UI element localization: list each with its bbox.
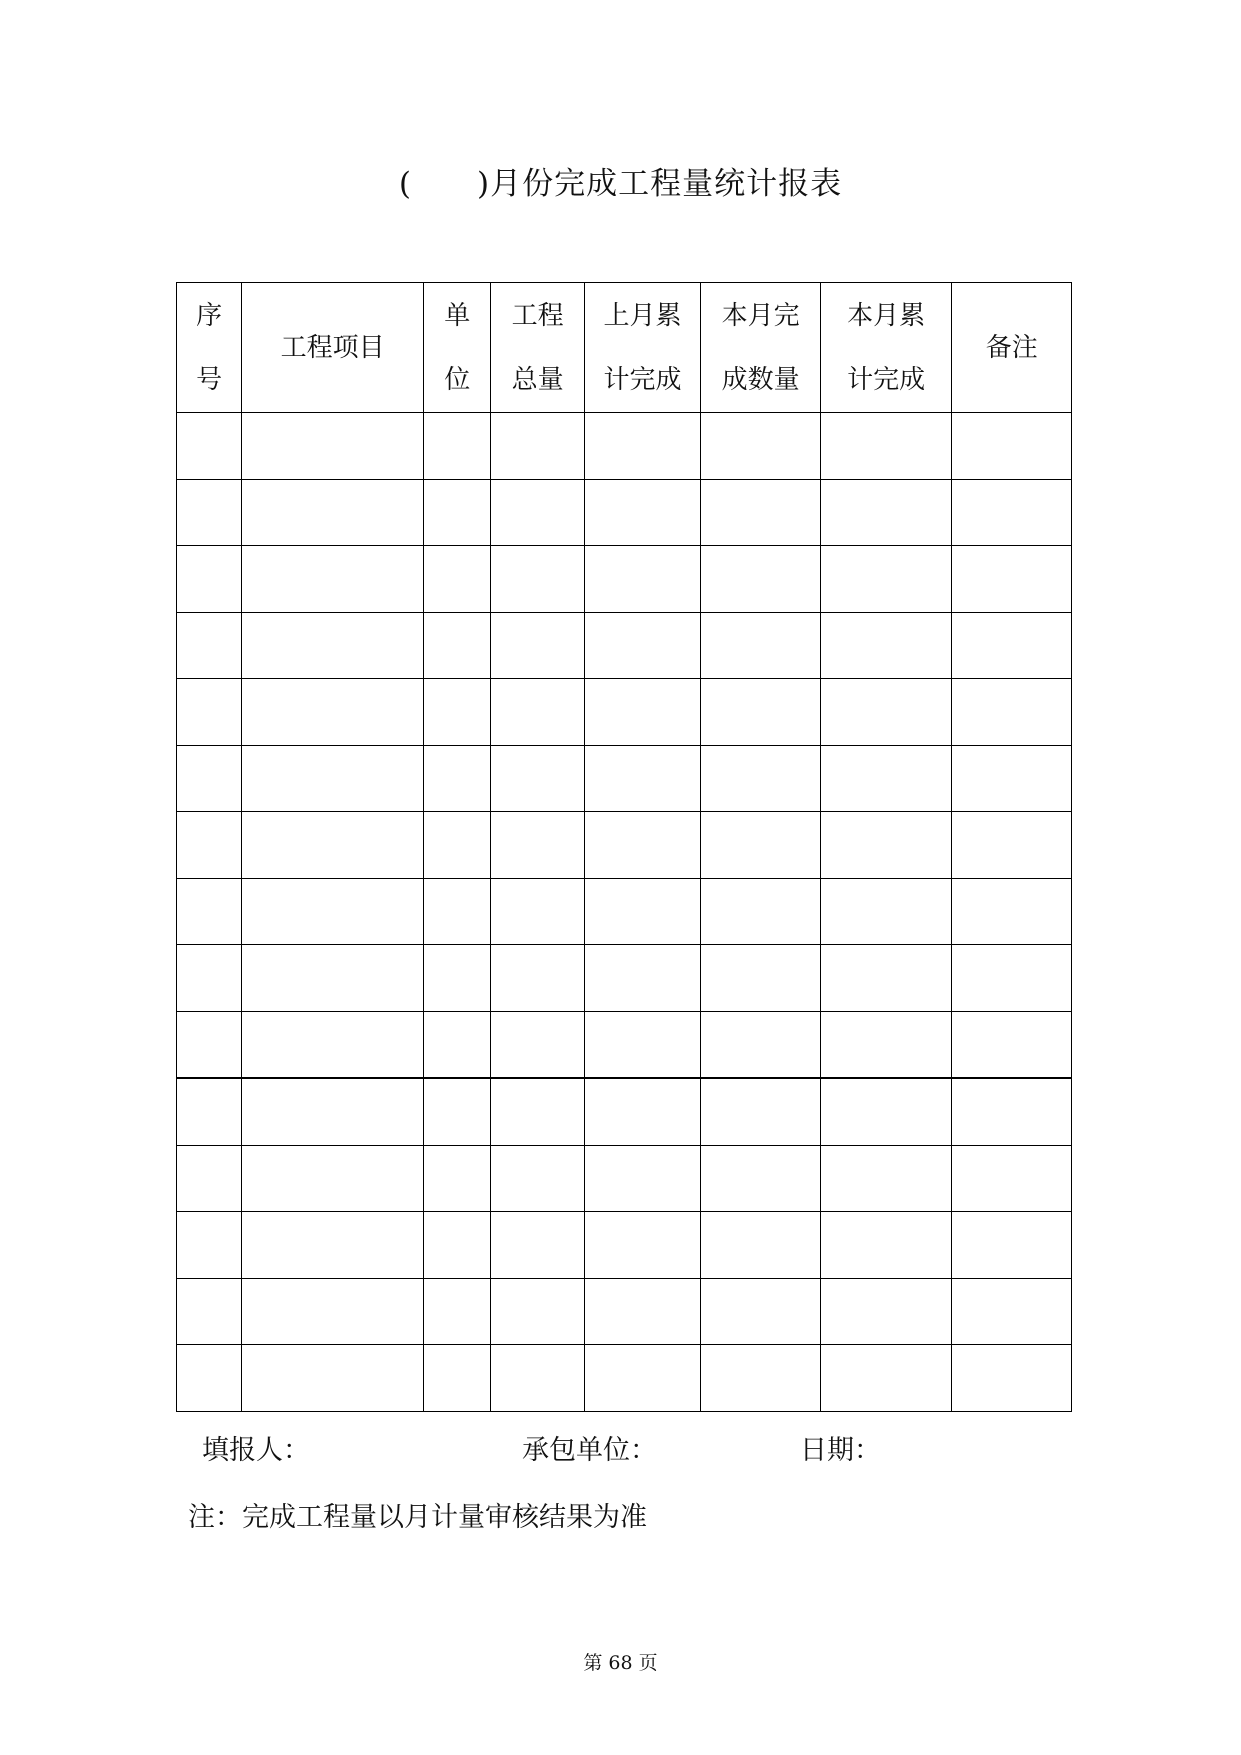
cell-serial-number (177, 745, 242, 812)
cell-previous-cumulative (584, 479, 701, 546)
cell-this-month-quantity (701, 479, 821, 546)
page-number: 第 68 页 (583, 1652, 658, 1674)
table-row (177, 1011, 1072, 1078)
header-project-item: 工程项目 (242, 283, 424, 413)
table-row (177, 546, 1072, 613)
table-body (177, 413, 1072, 1412)
cell-previous-cumulative (584, 945, 701, 1012)
table-row (177, 679, 1072, 746)
cell-total-quantity (491, 679, 584, 746)
cell-unit (424, 546, 491, 613)
cell-project-item (242, 1145, 424, 1212)
cell-serial-number (177, 945, 242, 1012)
header-remarks: 备注 (952, 283, 1072, 413)
cell-remarks (952, 878, 1072, 945)
cell-project-item (242, 1011, 424, 1078)
table-row (177, 1278, 1072, 1345)
cell-total-quantity (491, 479, 584, 546)
cell-total-quantity (491, 878, 584, 945)
cell-remarks (952, 1011, 1072, 1078)
cell-unit (424, 878, 491, 945)
cell-previous-cumulative (584, 612, 701, 679)
cell-unit (424, 945, 491, 1012)
table-row (177, 812, 1072, 879)
cell-serial-number (177, 1345, 242, 1412)
table-row (177, 479, 1072, 546)
cell-unit (424, 612, 491, 679)
header-this-month-quantity: 本月完 成数量 (701, 283, 821, 413)
reporter-label: 填报人： (202, 1435, 310, 1466)
cell-project-item (242, 1212, 424, 1279)
cell-this-month-cumulative (820, 479, 952, 546)
header-serial-number: 序 号 (177, 283, 242, 413)
cell-this-month-cumulative (820, 812, 952, 879)
table-row (177, 1145, 1072, 1212)
cell-this-month-quantity (701, 1011, 821, 1078)
cell-remarks (952, 1078, 1072, 1145)
cell-remarks (952, 1278, 1072, 1345)
cell-previous-cumulative (584, 1345, 701, 1412)
cell-previous-cumulative (584, 812, 701, 879)
cell-this-month-quantity (701, 1345, 821, 1412)
cell-total-quantity (491, 413, 584, 480)
form-title: ( )月份完成工程量统计报表 (398, 166, 843, 202)
table-row (177, 878, 1072, 945)
cell-total-quantity (491, 945, 584, 1012)
cell-this-month-quantity (701, 413, 821, 480)
header-previous-cumulative: 上月累 计完成 (584, 283, 701, 413)
cell-serial-number (177, 679, 242, 746)
cell-this-month-cumulative (820, 679, 952, 746)
contractor-label: 承包单位： (522, 1435, 657, 1466)
cell-serial-number (177, 1212, 242, 1279)
cell-previous-cumulative (584, 1278, 701, 1345)
cell-total-quantity (491, 1212, 584, 1279)
cell-this-month-cumulative (820, 546, 952, 613)
table-row (177, 945, 1072, 1012)
cell-total-quantity (491, 812, 584, 879)
table-header-row (177, 283, 1072, 413)
cell-this-month-cumulative (820, 413, 952, 480)
cell-this-month-cumulative (820, 945, 952, 1012)
cell-remarks (952, 679, 1072, 746)
cell-this-month-cumulative (820, 1345, 952, 1412)
cell-unit (424, 745, 491, 812)
cell-remarks (952, 1345, 1072, 1412)
cell-this-month-quantity (701, 1078, 821, 1145)
cell-this-month-quantity (701, 546, 821, 613)
cell-serial-number (177, 1145, 242, 1212)
cell-remarks (952, 1212, 1072, 1279)
cell-this-month-quantity (701, 612, 821, 679)
cell-project-item (242, 1278, 424, 1345)
cell-remarks (952, 812, 1072, 879)
cell-remarks (952, 945, 1072, 1012)
cell-remarks (952, 546, 1072, 613)
cell-previous-cumulative (584, 679, 701, 746)
cell-this-month-quantity (701, 1212, 821, 1279)
table-row (177, 612, 1072, 679)
cell-project-item (242, 479, 424, 546)
cell-total-quantity (491, 1145, 584, 1212)
cell-serial-number (177, 479, 242, 546)
cell-unit (424, 1078, 491, 1145)
cell-project-item (242, 878, 424, 945)
cell-this-month-cumulative (820, 878, 952, 945)
cell-this-month-cumulative (820, 1011, 952, 1078)
cell-previous-cumulative (584, 546, 701, 613)
cell-this-month-cumulative (820, 1278, 952, 1345)
cell-total-quantity (491, 1278, 584, 1345)
cell-remarks (952, 1145, 1072, 1212)
cell-this-month-cumulative (820, 1078, 952, 1145)
cell-remarks (952, 413, 1072, 480)
cell-serial-number (177, 878, 242, 945)
cell-previous-cumulative (584, 1011, 701, 1078)
cell-this-month-quantity (701, 812, 821, 879)
cell-this-month-cumulative (820, 1212, 952, 1279)
cell-unit (424, 679, 491, 746)
table-row (177, 1212, 1072, 1279)
cell-this-month-quantity (701, 1145, 821, 1212)
cell-serial-number (177, 1011, 242, 1078)
cell-total-quantity (491, 1078, 584, 1145)
cell-previous-cumulative (584, 878, 701, 945)
footnote: 注：完成工程量以月计量审核结果为准 (188, 1502, 647, 1533)
cell-project-item (242, 1078, 424, 1145)
cell-this-month-quantity (701, 945, 821, 1012)
cell-remarks (952, 612, 1072, 679)
cell-project-item (242, 945, 424, 1012)
cell-project-item (242, 612, 424, 679)
header-this-month-cumulative: 本月累 计完成 (820, 283, 952, 413)
cell-total-quantity (491, 546, 584, 613)
cell-project-item (242, 1345, 424, 1412)
cell-this-month-cumulative (820, 745, 952, 812)
cell-total-quantity (491, 1011, 584, 1078)
cell-unit (424, 812, 491, 879)
cell-serial-number (177, 1078, 242, 1145)
cell-project-item (242, 679, 424, 746)
cell-serial-number (177, 612, 242, 679)
cell-previous-cumulative (584, 413, 701, 480)
cell-serial-number (177, 413, 242, 480)
cell-project-item (242, 413, 424, 480)
cell-this-month-quantity (701, 1278, 821, 1345)
cell-total-quantity (491, 1345, 584, 1412)
cell-unit (424, 413, 491, 480)
cell-remarks (952, 479, 1072, 546)
cell-unit (424, 1145, 491, 1212)
table-row (177, 413, 1072, 480)
cell-this-month-cumulative (820, 1145, 952, 1212)
table-row (177, 1345, 1072, 1412)
table-row (177, 1078, 1072, 1145)
cell-this-month-quantity (701, 745, 821, 812)
cell-unit (424, 479, 491, 546)
cell-project-item (242, 546, 424, 613)
table-row (177, 745, 1072, 812)
cell-previous-cumulative (584, 1212, 701, 1279)
cell-this-month-quantity (701, 878, 821, 945)
cell-serial-number (177, 1278, 242, 1345)
cell-previous-cumulative (584, 1078, 701, 1145)
header-total-quantity: 工程 总量 (491, 283, 584, 413)
cell-unit (424, 1345, 491, 1412)
cell-serial-number (177, 546, 242, 613)
header-unit: 单 位 (424, 283, 491, 413)
cell-unit (424, 1278, 491, 1345)
cell-unit (424, 1011, 491, 1078)
cell-previous-cumulative (584, 1145, 701, 1212)
cell-total-quantity (491, 612, 584, 679)
cell-this-month-cumulative (820, 612, 952, 679)
cell-remarks (952, 745, 1072, 812)
quantity-statistics-table (176, 282, 1072, 1412)
cell-this-month-quantity (701, 679, 821, 746)
cell-total-quantity (491, 745, 584, 812)
date-label: 日期： (800, 1435, 881, 1466)
cell-serial-number (177, 812, 242, 879)
cell-project-item (242, 812, 424, 879)
cell-previous-cumulative (584, 745, 701, 812)
cell-unit (424, 1212, 491, 1279)
cell-project-item (242, 745, 424, 812)
